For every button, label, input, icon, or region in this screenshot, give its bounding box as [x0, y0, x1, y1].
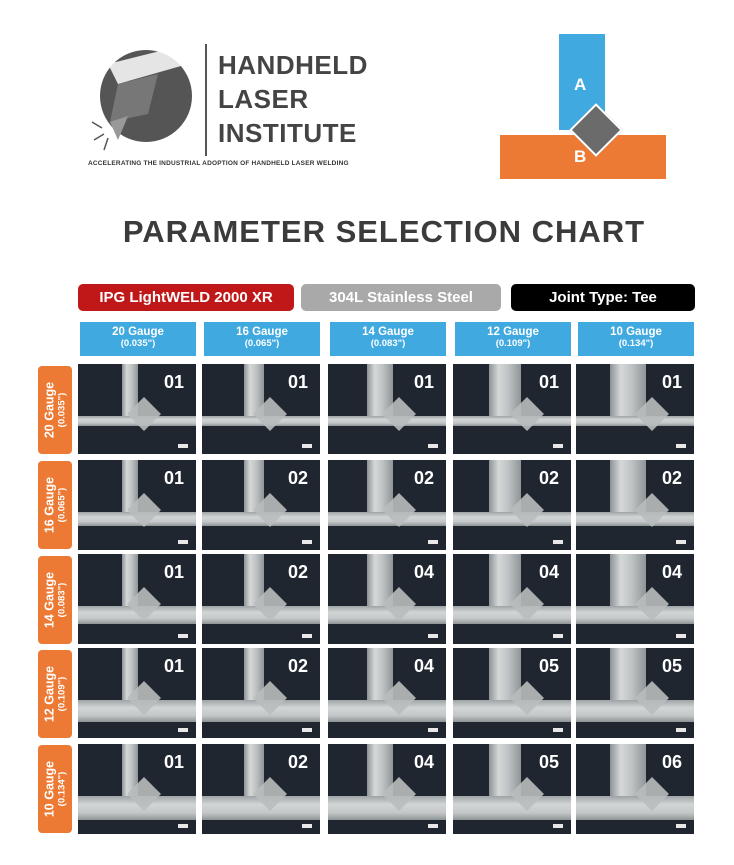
scale-bar	[676, 634, 686, 638]
parameter-number: 02	[287, 468, 308, 488]
scale-bar	[676, 540, 686, 544]
row-header	[38, 745, 72, 833]
row-header	[38, 650, 72, 738]
base-plate	[453, 700, 571, 722]
column-header	[578, 322, 694, 356]
row-gauge-label: 14 Gauge	[42, 571, 57, 629]
scale-bar	[553, 444, 563, 448]
row-header	[38, 556, 72, 644]
scale-bar	[428, 728, 438, 732]
weld-sample-image	[202, 648, 320, 738]
parameter-number: 04	[661, 562, 682, 582]
base-plate	[576, 796, 694, 820]
parameter-number: 04	[413, 752, 434, 772]
parameter-number: 02	[287, 562, 308, 582]
parameter-number: 01	[287, 372, 308, 392]
row-header	[38, 366, 72, 454]
weld-sample-image	[328, 648, 446, 738]
machine-tag: IPG LightWELD 2000 XR	[78, 284, 294, 311]
row-thickness-label: (0.083")	[56, 582, 68, 618]
row-gauge-label: 16 Gauge	[42, 476, 57, 534]
material-tag: 304L Stainless Steel	[301, 284, 501, 311]
row-thickness-label: (0.109")	[56, 676, 68, 712]
scale-bar	[178, 444, 188, 448]
base-plate	[453, 512, 571, 526]
parameter-number: 02	[661, 468, 682, 488]
parameter-number: 01	[163, 656, 184, 676]
weld-sample-image	[202, 554, 320, 644]
parameter-number: 04	[413, 562, 434, 582]
column-gauge-label: 14 Gauge	[362, 326, 414, 338]
parameter-number: 05	[538, 656, 559, 676]
weld-sample-image	[453, 554, 571, 644]
scale-bar	[178, 634, 188, 638]
scale-bar	[553, 540, 563, 544]
base-plate	[576, 512, 694, 526]
parameter-number: 02	[538, 468, 559, 488]
row-thickness-label: (0.134")	[56, 771, 68, 807]
parameter-number: 06	[661, 752, 682, 772]
column-thickness-label: (0.134")	[618, 338, 654, 349]
column-header	[330, 322, 446, 356]
column-thickness-label: (0.083")	[370, 338, 406, 349]
weld-sample-image	[576, 364, 694, 454]
scale-bar	[676, 824, 686, 828]
column-gauge-label: 10 Gauge	[610, 326, 662, 338]
parameter-number: 01	[538, 372, 559, 392]
base-plate	[576, 416, 694, 426]
column-gauge-label: 12 Gauge	[487, 326, 539, 338]
column-header	[80, 322, 196, 356]
weld-sample-image	[453, 744, 571, 834]
scale-bar	[302, 728, 312, 732]
scale-bar	[302, 444, 312, 448]
parameter-number: 01	[413, 372, 434, 392]
scale-bar	[178, 728, 188, 732]
row-header	[38, 461, 72, 549]
base-plate	[576, 700, 694, 722]
row-thickness-label: (0.035")	[56, 392, 68, 428]
weld-sample-image	[453, 460, 571, 550]
parameter-number: 02	[287, 656, 308, 676]
base-plate	[453, 796, 571, 820]
scale-bar	[428, 540, 438, 544]
institute-logo-icon	[88, 44, 198, 154]
weld-sample-image	[78, 460, 196, 550]
tee-joint-diagram	[500, 34, 666, 180]
institute-name: HANDHELD LASER INSTITUTE	[218, 50, 368, 148]
column-header	[204, 322, 320, 356]
scale-bar	[428, 634, 438, 638]
column-gauge-label: 20 Gauge	[112, 326, 164, 338]
weld-sample-image	[78, 648, 196, 738]
row-gauge-label: 10 Gauge	[42, 760, 57, 818]
base-plate	[453, 416, 571, 426]
parameter-number: 01	[661, 372, 682, 392]
scale-bar	[676, 444, 686, 448]
logo-divider	[205, 44, 207, 156]
scale-bar	[553, 728, 563, 732]
scale-bar	[302, 634, 312, 638]
joint-type-tag: Joint Type: Tee	[511, 284, 695, 311]
weld-sample-image	[576, 648, 694, 738]
weld-sample-image	[576, 554, 694, 644]
scale-bar	[553, 634, 563, 638]
weld-sample-image	[202, 364, 320, 454]
institute-tagline: ACCELERATING THE INDUSTRIAL ADOPTION OF HANDHELD LASER WELDING	[88, 160, 349, 167]
parameter-number: 02	[413, 468, 434, 488]
column-gauge-label: 16 Gauge	[236, 326, 288, 338]
column-header	[455, 322, 571, 356]
page-title: PARAMETER SELECTION CHART	[122, 214, 646, 249]
scale-bar	[428, 824, 438, 828]
parameter-number: 01	[163, 468, 184, 488]
weld-sample-image	[78, 364, 196, 454]
scale-bar	[428, 444, 438, 448]
parameter-number: 05	[661, 656, 682, 676]
weld-sample-image	[576, 460, 694, 550]
parameter-number: 04	[413, 656, 434, 676]
column-thickness-label: (0.065")	[244, 338, 280, 349]
parameter-number: 04	[538, 562, 559, 582]
weld-sample-image	[328, 364, 446, 454]
parameter-number: 02	[287, 752, 308, 772]
weld-sample-image	[328, 460, 446, 550]
weld-sample-image	[202, 744, 320, 834]
weld-sample-image	[328, 744, 446, 834]
row-thickness-label: (0.065")	[56, 487, 68, 523]
parameter-number: 01	[163, 372, 184, 392]
base-plate	[576, 606, 694, 624]
base-plate	[453, 606, 571, 624]
part-b-label: B	[574, 147, 587, 166]
weld-sample-image	[453, 648, 571, 738]
scale-bar	[178, 540, 188, 544]
parameter-number: 01	[163, 752, 184, 772]
scale-bar	[553, 824, 563, 828]
row-gauge-label: 12 Gauge	[42, 665, 57, 723]
row-gauge-label: 20 Gauge	[42, 381, 57, 439]
scale-bar	[302, 540, 312, 544]
weld-sample-image	[576, 744, 694, 834]
parameter-number: 05	[538, 752, 559, 772]
weld-sample-image	[328, 554, 446, 644]
scale-bar	[676, 728, 686, 732]
scale-bar	[178, 824, 188, 828]
weld-sample-image	[202, 460, 320, 550]
column-thickness-label: (0.035")	[120, 338, 156, 349]
weld-sample-image	[453, 364, 571, 454]
weld-sample-image	[78, 554, 196, 644]
scale-bar	[302, 824, 312, 828]
weld-sample-image	[78, 744, 196, 834]
part-a-label: A	[574, 75, 587, 94]
column-thickness-label: (0.109")	[495, 338, 531, 349]
parameter-number: 01	[163, 562, 184, 582]
